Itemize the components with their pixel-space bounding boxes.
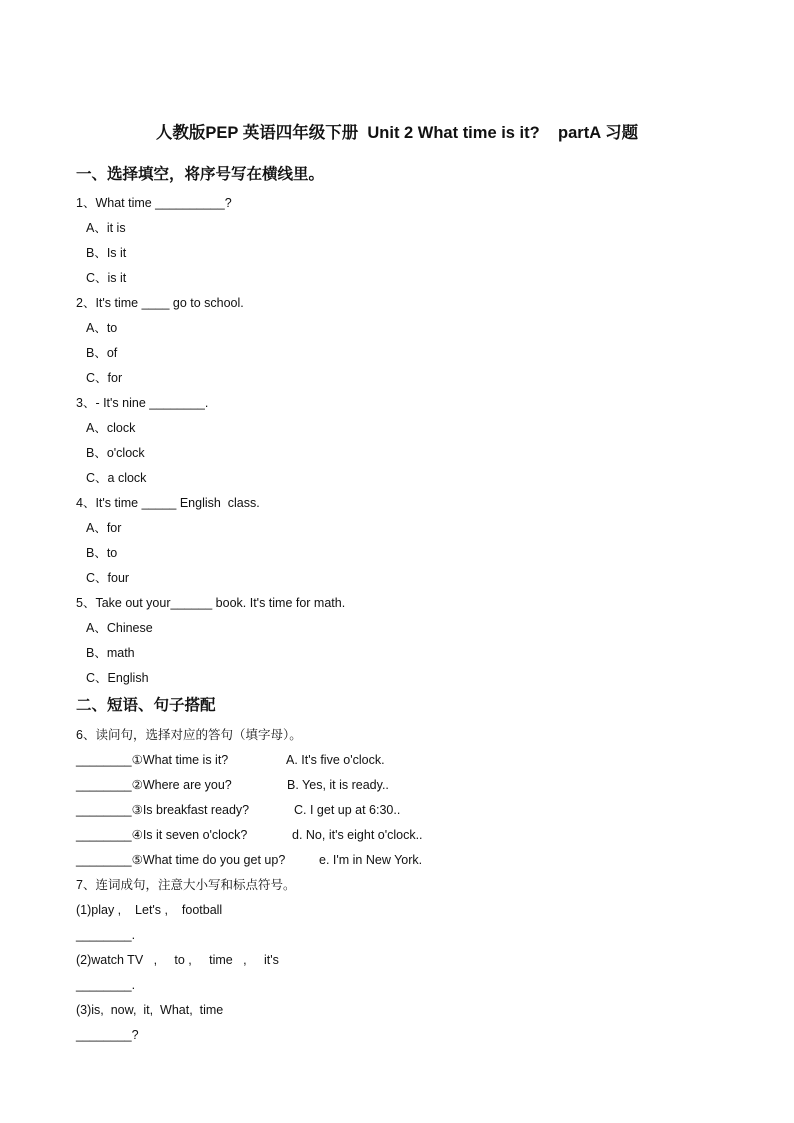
reorder-item-2-words: (2)watch TV , to , time , it's	[76, 953, 279, 967]
match-answer-c: C. I get up at 6:30..	[294, 803, 401, 817]
question-2-option-c: C、for	[86, 371, 123, 385]
question-1-option-b: B、Is it	[86, 246, 127, 260]
question-2-option-b: B、of	[86, 346, 118, 360]
question-1-stem: 1、What time __________?	[76, 196, 232, 210]
match-question-1: ________①What time is it?	[76, 753, 229, 767]
question-5-option-c: C、English	[86, 671, 149, 685]
match-answer-e: e. I'm in New York.	[319, 853, 423, 867]
question-3-option-c: C、a clock	[86, 471, 147, 485]
match-question-5: ________⑤What time do you get up?	[76, 853, 286, 867]
question-2-option-a: A、to	[86, 321, 118, 335]
question-2-stem: 2、It's time ____ go to school.	[76, 296, 244, 310]
question-4-option-c: C、four	[86, 571, 130, 585]
match-answer-a: A. It's five o'clock.	[286, 753, 385, 767]
question-3-stem: 3、- It's nine ________.	[76, 396, 209, 410]
reorder-item-1-words: (1)play , Let's , football	[76, 903, 223, 917]
question-4-option-a: A、for	[86, 521, 122, 535]
match-question-2: ________②Where are you?	[76, 778, 232, 792]
question-4-option-b: B、to	[86, 546, 118, 560]
reorder-item-3-words: (3)is, now, it, What, time	[76, 1003, 224, 1017]
question-1-option-c: C、is it	[86, 271, 127, 285]
reorder-item-2-blank: ________.	[76, 978, 136, 992]
reorder-item-1-blank: ________.	[76, 928, 136, 942]
match-question-4: ________④Is it seven o'clock?	[76, 828, 248, 842]
question-5-stem: 5、Take out your______ book. It's time for math.	[76, 596, 346, 610]
question-3-option-a: A、clock	[86, 421, 136, 435]
section-2-heading: 二、短语、句子搭配	[76, 697, 216, 714]
question-5-option-a: A、Chinese	[86, 621, 153, 635]
question-6-stem: 6、读问句，选择对应的答句（填字母）。	[76, 728, 302, 742]
question-4-stem: 4、It's time _____ English class.	[76, 496, 260, 510]
question-1-option-a: A、it is	[86, 221, 126, 235]
match-question-3: ________③Is breakfast ready?	[76, 803, 250, 817]
question-5-option-b: B、math	[86, 646, 135, 660]
match-answer-d: d. No, it's eight o'clock..	[292, 828, 423, 842]
page-title: 人教版PEP 英语四年级下册 Unit 2 What time is it? partA 习题	[155, 124, 639, 142]
section-1-heading: 一、选择填空，将序号写在横线里。	[76, 166, 325, 183]
question-3-option-b: B、o'clock	[86, 446, 145, 460]
reorder-item-3-blank: ________?	[76, 1028, 139, 1042]
match-answer-b: B. Yes, it is ready..	[287, 778, 389, 792]
question-7-stem: 7、连词成句，注意大小写和标点符号。	[76, 878, 296, 892]
